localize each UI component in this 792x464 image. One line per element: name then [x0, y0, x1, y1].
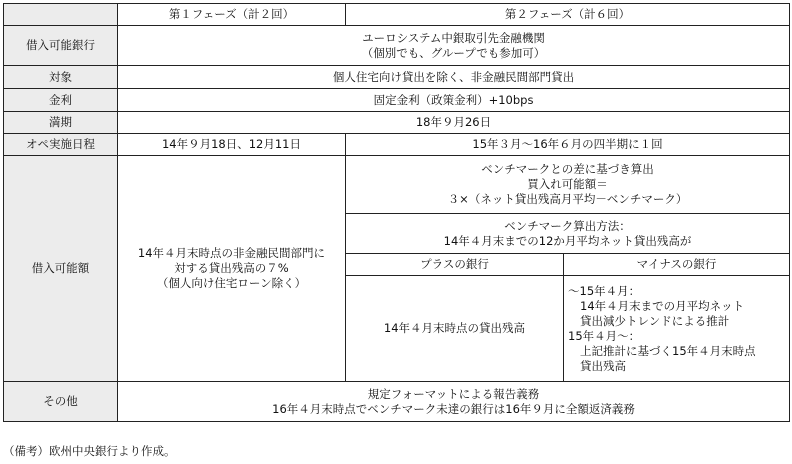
minus-line4: 15年４月～：: [568, 328, 641, 343]
minus-bank-value: [564, 276, 790, 382]
maturity-row: [4, 112, 790, 134]
minus-line6: 貸出残高: [580, 358, 626, 373]
plus-bank-header: プラスの銀行: [346, 254, 564, 276]
target-row: [4, 66, 790, 89]
maturity-label: 満期: [4, 112, 118, 134]
maturity-value: 18年９月26日: [118, 112, 790, 134]
amount-label: 借入可能額: [4, 156, 118, 382]
header-corner-cell: [4, 4, 118, 26]
target-label: 対象: [4, 66, 118, 89]
phase2-header: 第２フェーズ（計６回）: [346, 4, 790, 26]
target-value: 個人住宅向け貸出を除く、非金融民間部門貸出: [118, 66, 790, 89]
schedule-phase1: 14年９月18日、12月11日: [118, 134, 346, 156]
amount-calc-line1: ベンチマークとの差に基づき算出: [481, 162, 654, 176]
rate-label: 金利: [4, 89, 118, 112]
amount-calc-line2: 買入れ可能額＝: [527, 177, 608, 191]
amount-benchmark-method: [346, 214, 790, 254]
banks-value-line1: ユーロシステム中銀取引先金融機関: [362, 30, 545, 45]
banks-row: [4, 26, 790, 66]
banks-label: 借入可能銀行: [4, 26, 118, 66]
schedule-phase2: 15年３月～16年６月の四半期に１回: [346, 134, 790, 156]
rate-value: 固定金利（政策金利）+10bps: [118, 89, 790, 112]
amount-bench-line2: 14年４月末までの12か月平均ネット貸出残高が: [443, 233, 692, 248]
amount-phase1-line1: 14年４月末時点の非金融民間部門に: [137, 246, 326, 260]
other-line2: 16年４月末時点でベンチマーク未達の銀行は16年９月に全額返済義務: [272, 401, 635, 416]
amount-calc-formula: [346, 156, 790, 214]
phase1-header: 第１フェーズ（計２回）: [118, 4, 346, 26]
minus-line1: ～15年４月：: [568, 283, 641, 298]
other-value: [118, 382, 790, 422]
other-line1: 規定フォーマットによる報告義務: [367, 386, 540, 401]
minus-line2: 14年４月末までの月平均ネット: [580, 298, 745, 313]
ltro-comparison-table: [3, 3, 790, 422]
minus-line5: 上記推計に基づく15年４月末時点: [580, 343, 756, 358]
amount-phase1-line2: 対する貸出残高の７%: [174, 261, 289, 275]
banks-value-line2: （個別でも、グループでも参加可）: [361, 45, 546, 60]
other-label: その他: [4, 382, 118, 422]
rate-row: [4, 89, 790, 112]
source-footnote: （備考）欧州中央銀行より作成。: [3, 444, 176, 458]
other-row: [4, 382, 790, 422]
minus-bank-header: マイナスの銀行: [564, 254, 790, 276]
amount-phase1-line3: （個人向け住宅ローン除く）: [156, 276, 307, 290]
schedule-row: [4, 134, 790, 156]
banks-value: [118, 26, 790, 66]
amount-calc-line3: ３×（ネット貸出残高月平均－ベンチマーク）: [447, 192, 688, 206]
header-row: [4, 4, 790, 26]
amount-phase1: [118, 156, 346, 382]
minus-line3: 貸出減少トレンドによる推計: [580, 313, 730, 328]
plus-bank-value: 14年４月末時点の貸出残高: [346, 276, 564, 382]
schedule-label: オペ実施日程: [4, 134, 118, 156]
amount-row-calc: [4, 156, 790, 214]
amount-bench-line1: ベンチマーク算出方法：: [504, 218, 631, 233]
